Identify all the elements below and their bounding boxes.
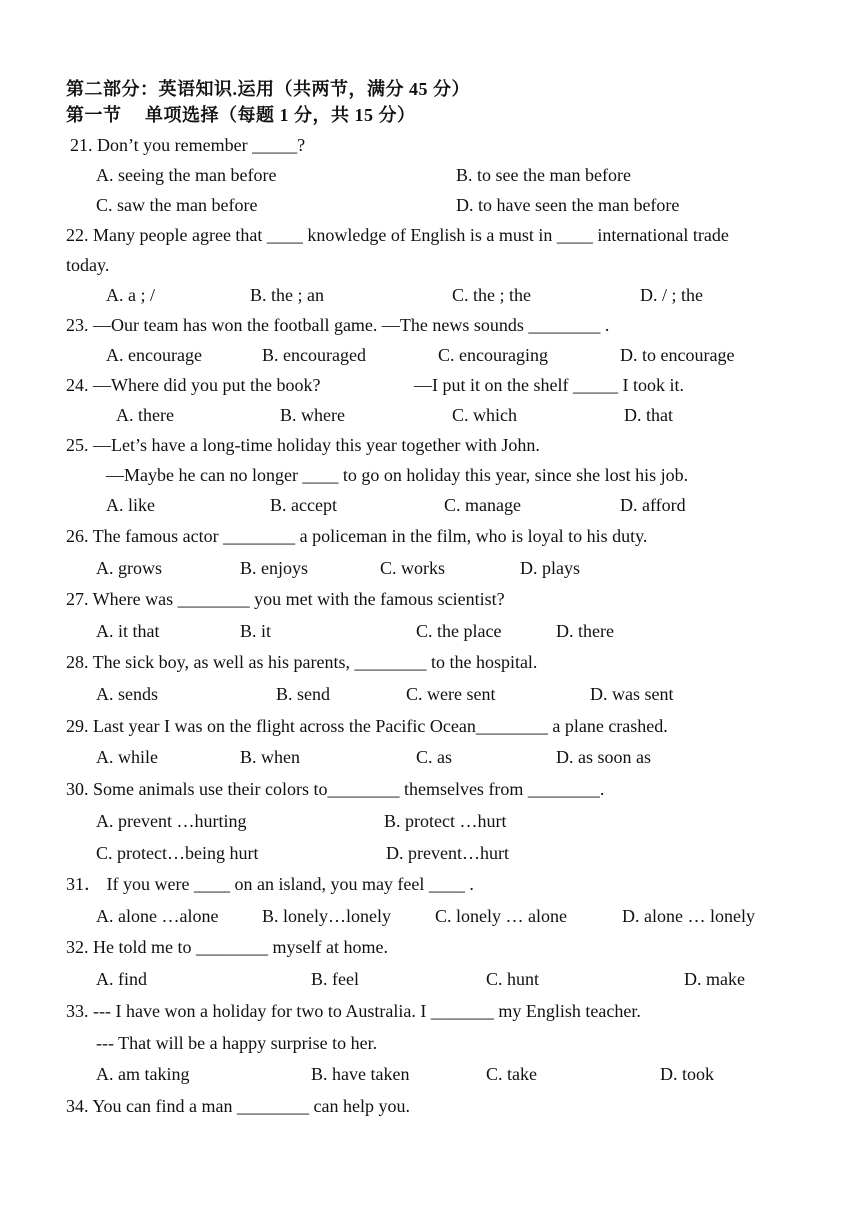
q30-option-b: B. protect …hurt xyxy=(384,811,507,831)
q25-option-a: A. like xyxy=(106,495,155,515)
q24-option-b: B. where xyxy=(280,405,345,425)
question-26-stem: 26. The famous actor ________ a policeman in the film, who is loyal to his duty. xyxy=(66,526,648,546)
question-23-stem: 23. —Our team has won the football game. —The news sounds ________ . xyxy=(66,315,610,335)
q33-option-d: D. took xyxy=(660,1064,714,1084)
question-21-stem: 21. Don’t you remember _____? xyxy=(70,135,306,155)
q30-option-c: C. protect…being hurt xyxy=(96,843,259,863)
q30-option-d: D. prevent…hurt xyxy=(386,843,509,863)
question-22-stem: 22. Many people agree that ____ knowledge of English is a must in ____ international trade xyxy=(66,225,729,245)
q33-option-a: A. am taking xyxy=(96,1064,190,1084)
q32-option-d: D. make xyxy=(684,969,745,989)
q28-option-a: A. sends xyxy=(96,684,158,704)
q29-option-a: A. while xyxy=(96,747,158,767)
q25-option-c: C. manage xyxy=(444,495,521,515)
q26-option-d: D. plays xyxy=(520,558,580,578)
question-25-stem: 25. —Let’s have a long-time holiday this year together with John. xyxy=(66,435,540,455)
q26-option-c: C. works xyxy=(380,558,446,578)
q21-option-d: D. to have seen the man before xyxy=(456,195,680,215)
question-33-stem-cont: --- That will be a happy surprise to her. xyxy=(96,1033,378,1053)
question-30-stem: 30. Some animals use their colors to________ themselves from ________. xyxy=(66,779,605,799)
q32-option-b: B. feel xyxy=(311,969,359,989)
q29-option-d: D. as soon as xyxy=(556,747,651,767)
q28-option-b: B. send xyxy=(276,684,330,704)
q21-option-a: A. seeing the man before xyxy=(96,165,277,185)
q31-option-a: A. alone …alone xyxy=(96,906,219,926)
question-24-stem: 24. —Where did you put the book? xyxy=(66,375,321,395)
q27-option-b: B. it xyxy=(240,621,272,641)
q27-option-c: C. the place xyxy=(416,621,502,641)
question-27-stem: 27. Where was ________ you met with the famous scientist? xyxy=(66,589,505,609)
q23-option-c: C. encouraging xyxy=(438,345,548,365)
q23-option-b: B. encouraged xyxy=(262,345,366,365)
q26-option-b: B. enjoys xyxy=(240,558,309,578)
q29-option-b: B. when xyxy=(240,747,300,767)
question-33-stem: 33. --- I have won a holiday for two to Australia. I _______ my English teacher. xyxy=(66,1001,641,1021)
question-29-stem: 29. Last year I was on the flight across the Pacific Ocean________ a plane crashed. xyxy=(66,716,668,736)
q24-option-d: D. that xyxy=(624,405,673,425)
question-22-stem-cont: today. xyxy=(66,255,110,275)
q24-option-c: C. which xyxy=(452,405,517,425)
q21-option-b: B. to see the man before xyxy=(456,165,631,185)
q23-option-d: D. to encourage xyxy=(620,345,735,365)
question-34-stem: 34. You can find a man ________ can help you. xyxy=(66,1096,410,1116)
q31-option-b: B. lonely…lonely xyxy=(262,906,391,926)
question-24-stem-answer: —I put it on the shelf _____ I took it. xyxy=(414,375,684,395)
q31-option-c: C. lonely … alone xyxy=(435,906,567,926)
q21-option-c: C. saw the man before xyxy=(96,195,258,215)
question-25-stem-cont: —Maybe he can no longer ____ to go on holiday this year, since she lost his job. xyxy=(106,465,689,485)
q27-option-d: D. there xyxy=(556,621,614,641)
q25-option-d: D. afford xyxy=(620,495,686,515)
q28-option-c: C. were sent xyxy=(406,684,496,704)
q26-option-a: A. grows xyxy=(96,558,162,578)
q33-option-b: B. have taken xyxy=(311,1064,410,1084)
q28-option-d: D. was sent xyxy=(590,684,674,704)
q22-option-d: D. / ; the xyxy=(640,285,703,305)
q22-option-c: C. the ; the xyxy=(452,285,531,305)
section-title: 第一节 单项选择（每题 1 分，共 15 分） xyxy=(66,105,416,125)
q23-option-a: A. encourage xyxy=(106,345,202,365)
question-32-stem: 32. He told me to ________ myself at home. xyxy=(66,937,388,957)
q25-option-b: B. accept xyxy=(270,495,337,515)
q24-option-a: A. there xyxy=(116,405,174,425)
q33-option-c: C. take xyxy=(486,1064,537,1084)
part-title: 第二部分：英语知识.运用（共两节，满分 45 分） xyxy=(66,79,470,99)
q22-option-b: B. the ; an xyxy=(250,285,324,305)
question-31-stem: 31． If you were ____ on an island, you may feel ____ . xyxy=(66,874,474,894)
q31-option-d: D. alone … lonely xyxy=(622,906,755,926)
q22-option-a: A. a ; / xyxy=(106,285,155,305)
q32-option-c: C. hunt xyxy=(486,969,540,989)
question-28-stem: 28. The sick boy, as well as his parents, ________ to the hospital. xyxy=(66,652,538,672)
q29-option-c: C. as xyxy=(416,747,452,767)
q30-option-a: A. prevent …hurting xyxy=(96,811,247,831)
q32-option-a: A. find xyxy=(96,969,147,989)
q27-option-a: A. it that xyxy=(96,621,160,641)
